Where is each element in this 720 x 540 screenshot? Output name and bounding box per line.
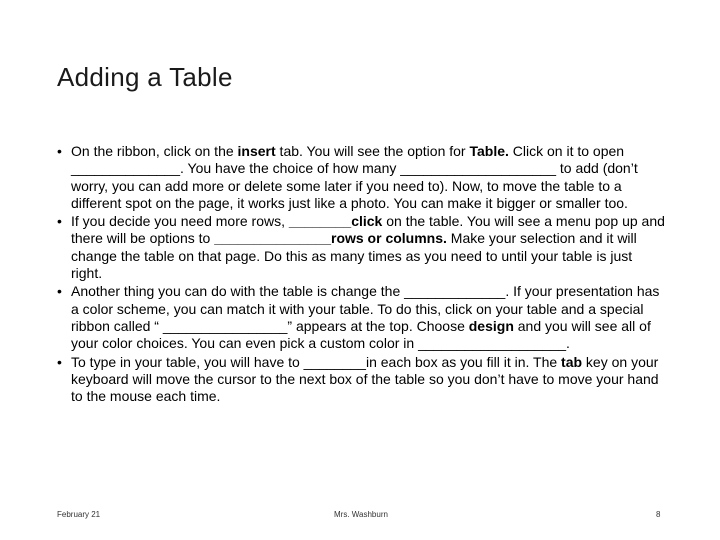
bullet4-text-2: key on your keyboard will move the cursor to the next box of the table so you don’t have to move your hand to the mouse each time. xyxy=(71,353,659,405)
bullet-type-in-table xyxy=(56,354,666,406)
bullet2-bold-click: ________click xyxy=(288,213,383,230)
bullet2-text-1: If you decide you need more rows, xyxy=(71,213,289,230)
bullet4-bold-tab: tab xyxy=(561,353,583,370)
footer-date: February 21 xyxy=(57,510,101,519)
bullet2-text-3: Make your selection and it will change the table on that page. Do this as many times as you need to until your table is just right. xyxy=(71,230,637,282)
bullet3-bold-design: design xyxy=(468,317,514,334)
bullet-list xyxy=(56,143,666,406)
bullet2-bold-rows: _______________rows or columns. xyxy=(214,230,447,247)
bullet1-bold-table: Table. xyxy=(469,143,509,159)
footer-page-number: 8 xyxy=(656,510,661,519)
bullet1-text-1: On the ribbon, click on the xyxy=(71,143,238,159)
bullet1-text-2: tab. You will see the option for xyxy=(275,143,470,159)
bullet-insert-table xyxy=(56,143,666,212)
bullet4-text-1: To type in your table, you will have to ________in each box as you fill it in. The xyxy=(71,353,562,370)
bullet2-text-2: on the table. You will see a menu pop up and there will be options to xyxy=(71,213,665,247)
bullet-change-color xyxy=(56,283,666,352)
footer-author: Mrs. Washburn xyxy=(334,510,388,519)
bullet1-text-3: Click on it to open ______________. You have the choice of how many ____________________ to add (don’t worry, you can add more or delete some later if you need to). Now, to move the table to a different spot on the page, it works just like a photo. You can make it bigger or smaller too. xyxy=(71,143,638,211)
slide-title: Adding a Table xyxy=(57,62,233,92)
bullet-add-rows xyxy=(56,213,666,282)
bullet3-text-1: Another thing you can do with the table is change the _____________. If your presentation has a color scheme, you can match it with your table. To do this, click on your table and a special ribbon called “ ________________” appears at the top. Choose xyxy=(71,283,660,334)
bullet1-bold-insert: insert xyxy=(237,143,276,159)
bullet3-text-2: and you will see all of your color choices. You can even pick a custom color in ___________________. xyxy=(71,317,651,352)
